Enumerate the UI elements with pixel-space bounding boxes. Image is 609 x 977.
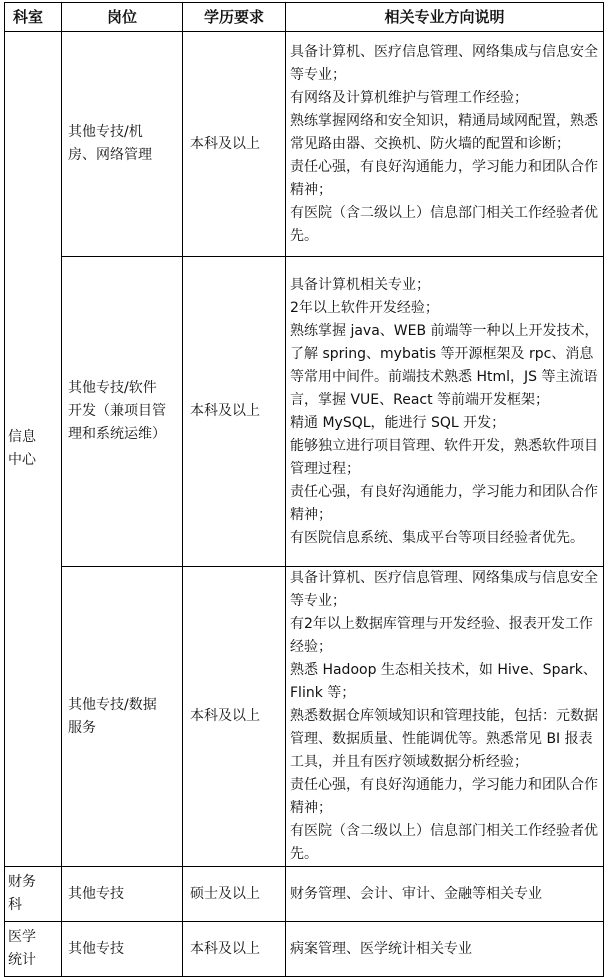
dept-cell: 医学 统计 [5, 922, 62, 977]
education-cell: 硕士及以上 [183, 867, 286, 922]
description-line: 具备计算机、医疗信息管理、网络集成与信息安全等专业； [290, 43, 598, 83]
description-line: 具备计算机相关专业； [290, 276, 430, 293]
description-line: 能够独立进行项目管理、软件开发，熟悉软件项目管理过程； [290, 437, 598, 477]
description-line: 病案管理、医学统计相关专业 [290, 940, 472, 957]
table-row [5, 32, 604, 257]
header-description: 相关专业方向说明 [286, 3, 604, 32]
description-line: 责任心强，有良好沟通能力，学习能力和团队合作精神； [290, 777, 598, 816]
education-cell: 本科及以上 [183, 922, 286, 977]
description-line: 有网络及计算机维护与管理工作经验； [290, 89, 528, 106]
education-cell: 本科及以上 [183, 567, 286, 867]
description-line: 熟悉数据仓库领域知识和管理技能，包括：元数据管理、数据质量、性能调优等。熟悉常见 BI 报表工具，并且有医疗领域数据分析经验； [290, 708, 598, 770]
education-cell: 本科及以上 [183, 257, 286, 567]
description-cell [286, 257, 604, 567]
description-line: 责任心强，有良好沟通能力，学习能力和团队合作精神； [290, 483, 598, 523]
header-position: 岗位 [62, 3, 183, 32]
position-cell: 其他专技/软件 开发（兼项目管 理和系统运维） [62, 257, 183, 567]
position-cell: 其他专技 [62, 922, 183, 977]
description-cell [286, 567, 604, 867]
dept-cell: 信息 中心 [5, 32, 62, 867]
table-row [5, 257, 604, 567]
description-line: 责任心强，有良好沟通能力，学习能力和团队合作精神； [290, 158, 598, 198]
description-line: 有医院（含二级以上）信息部门相关工作经验者优先。 [290, 823, 598, 862]
table-row [5, 867, 604, 922]
description-line: 熟练掌握 java、WEB 前端等一种以上开发技术，了解 spring、mybatis 等开源框架及 rpc、消息等常用中间件。前端技术熟悉 Html，JS 等主流语言，掌握 VUE、React 等前端开发框架； [290, 322, 599, 408]
description-cell [286, 867, 604, 922]
description-line: 具备计算机、医疗信息管理、网络集成与信息安全等专业； [290, 570, 598, 609]
description-line: 有医院（含二级以上）信息部门相关工作经验者优先。 [290, 204, 598, 244]
recruitment-table [4, 2, 604, 977]
description-line: 有2年以上数据库管理与开发经验、报表开发工作经验； [290, 616, 593, 655]
position-cell: 其他专技/数据 服务 [62, 567, 183, 867]
description-line: 财务管理、会计、审计、金融等相关专业 [290, 885, 542, 902]
header-dept: 科室 [5, 3, 62, 32]
header-education: 学历要求 [183, 3, 286, 32]
table-row [5, 567, 604, 867]
description-line: 2年以上软件开发经验； [290, 299, 439, 316]
education-cell: 本科及以上 [183, 32, 286, 257]
position-cell: 其他专技 [62, 867, 183, 922]
header-row [5, 3, 604, 32]
description-line: 熟练掌握网络和安全知识，精通局域网配置，熟悉常见路由器、交换机、防火墙的配置和诊断； [290, 112, 598, 152]
table-row [5, 922, 604, 977]
description-line: 有医院信息系统、集成平台等项目经验者优先。 [290, 529, 584, 546]
description-line: 精通 MySQL，能进行 SQL 开发； [290, 414, 506, 431]
description-cell [286, 32, 604, 257]
position-cell: 其他专技/机 房、网络管理 [62, 32, 183, 257]
dept-cell: 财务 科 [5, 867, 62, 922]
description-cell [286, 922, 604, 977]
description-line: 熟悉 Hadoop 生态相关技术，如 Hive、Spark、Flink 等； [290, 662, 597, 701]
